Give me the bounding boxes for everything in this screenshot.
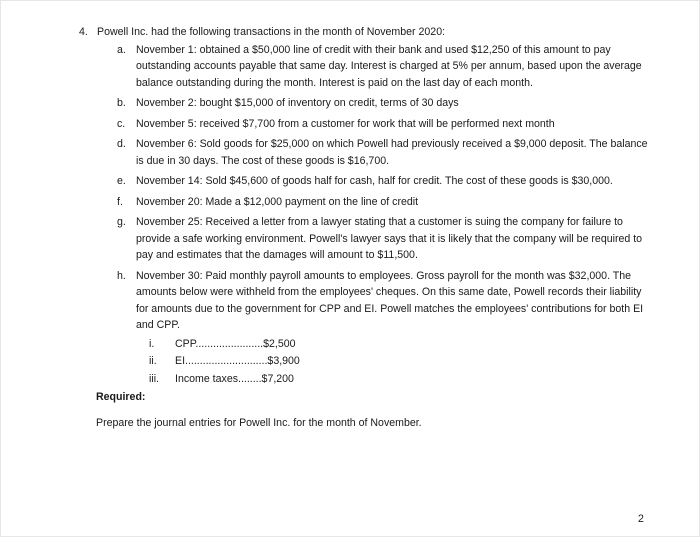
withholding-income-taxes bbox=[149, 371, 655, 388]
item-letter: g. bbox=[117, 216, 126, 228]
required-instruction: Prepare the journal entries for Powell Inc. for the month of November. bbox=[96, 417, 422, 429]
item-letter: h. bbox=[117, 269, 126, 282]
item-text: November 1: obtained a $50,000 line of credit with their bank and used $12,250 of this amount to pay outstanding accounts payable that same day. Interest is charged at 5% per annum, based upon the average balance outstanding during the month. Interest is paid on the last day of each month. bbox=[136, 43, 642, 89]
item-text: November 5: received $7,700 from a customer for work that will be performed next month bbox=[136, 117, 555, 130]
withholding-number: ii. bbox=[149, 355, 157, 367]
withholding-text: Income taxes........$7,200 bbox=[175, 372, 294, 385]
withholding-cpp bbox=[149, 336, 655, 353]
item-text: November 14: Sold $45,600 of goods half for cash, half for credit. The cost of these goods is $30,000. bbox=[136, 175, 613, 187]
question-4 bbox=[79, 24, 659, 392]
item-text: November 6: Sold goods for $25,000 on which Powell had previously received a $9,000 deposit. The balance is due in 30 days. The cost of these goods is $16,700. bbox=[136, 138, 648, 167]
item-text: November 2: bought $15,000 of inventory on credit, terms of 30 days bbox=[136, 97, 459, 109]
withholding-number: iii. bbox=[149, 372, 160, 385]
item-letter: d. bbox=[117, 138, 126, 150]
transaction-item-b bbox=[117, 95, 659, 112]
withholding-text: CPP.......................$2,500 bbox=[175, 337, 296, 350]
item-text: November 25: Received a letter from a lawyer stating that a customer is suing the company for failure to provide a safe working environment. Powell's lawyer says that it is likely that the company will be required to pay and estimates that the damages will amount to $11,500. bbox=[136, 216, 643, 261]
question-intro: Powell Inc. had the following transactions in the month of November 2020: bbox=[97, 26, 446, 38]
transaction-item-h bbox=[117, 268, 659, 389]
transaction-item-d bbox=[117, 136, 659, 169]
withholding-list bbox=[149, 336, 655, 388]
item-letter: a. bbox=[117, 43, 126, 56]
question-number: 4. bbox=[79, 26, 88, 38]
item-letter: f. bbox=[117, 195, 123, 208]
withholding-number: i. bbox=[149, 337, 155, 350]
item-text: November 20: Made a $12,000 payment on the line of credit bbox=[136, 195, 419, 208]
transaction-item-c bbox=[117, 116, 659, 133]
transaction-item-a bbox=[117, 42, 659, 92]
transaction-item-e bbox=[117, 173, 659, 190]
page-number: 2 bbox=[638, 513, 644, 525]
item-letter: c. bbox=[117, 117, 126, 130]
withholding-text: EI............................$3,900 bbox=[175, 355, 300, 367]
transaction-item-g bbox=[117, 214, 659, 264]
item-text bbox=[136, 268, 659, 389]
item-letter: b. bbox=[117, 97, 126, 109]
question-header bbox=[79, 24, 659, 41]
transaction-item-f bbox=[117, 194, 659, 211]
item-letter: e. bbox=[117, 175, 126, 187]
withholding-ei bbox=[149, 353, 655, 370]
required-label: Required: bbox=[96, 391, 146, 403]
transaction-list bbox=[117, 42, 659, 389]
item-h-text: November 30: Paid monthly payroll amounts to employees. Gross payroll for the month was $32,000. The amounts below were withheld from the employees' cheques. On this same date, Powell records their liability for amounts due to the government for CPP and EI. Powell matches the employees' contributions for both EI and CPP. bbox=[136, 269, 644, 331]
